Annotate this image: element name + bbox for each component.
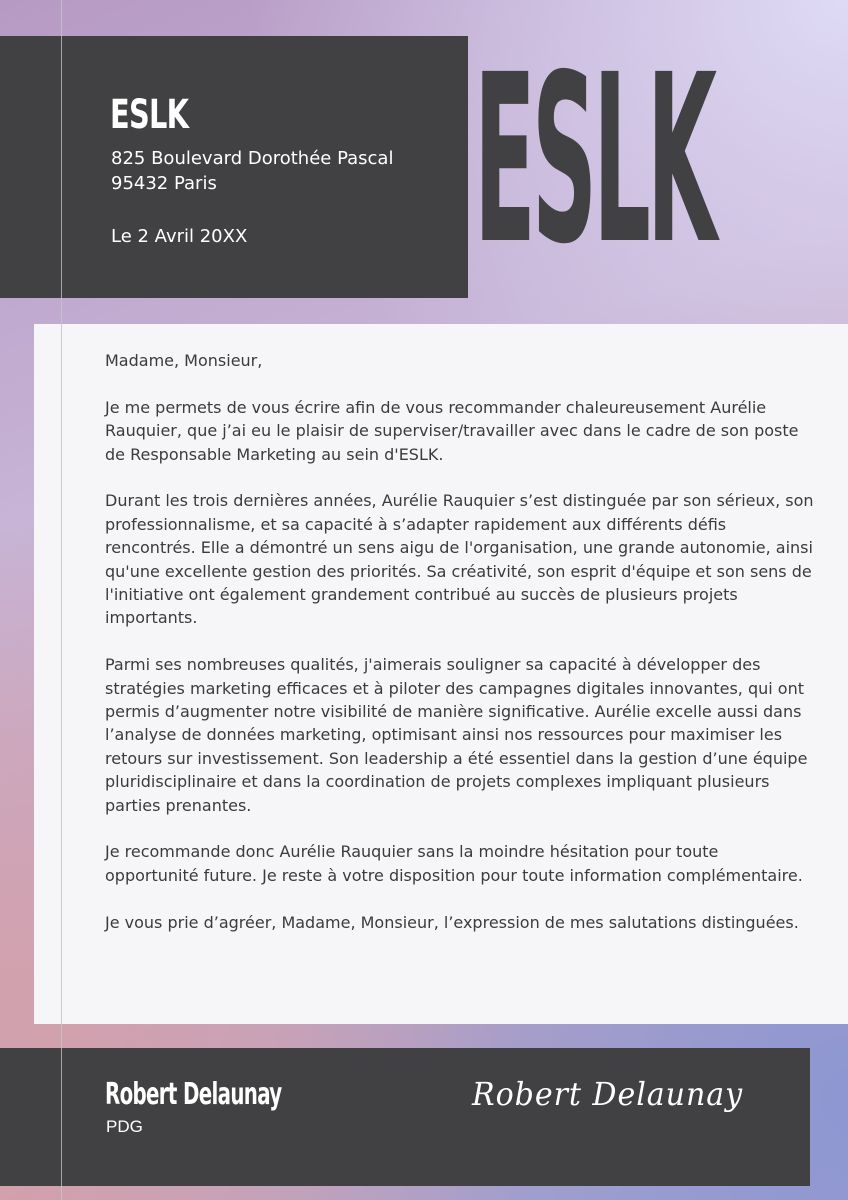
- paragraph: Parmi ses nombreuses qualités, j'aimerais souligner sa capacité à développer des stratégies marketing efficaces et à piloter des campagnes digitales innovantes, qui ont permis d’augmenter notre visibilité de manière significative. Aurélie excelle aussi dans l’analyse de données marketing, optimisant ainsi nos ressources pour maximiser les retours sur investissement. Son leadership a été essentiel dans la gestion d’une équipe pluridisciplinaire et dans la coordination de projets complexes impliquant plusieurs parties prenantes.: [105, 655, 808, 815]
- paragraph: Durant les trois dernières années, Aurélie Rauquier s’est distinguée par son sérieux, son professionnalisme, et sa capacité à s’adapter rapidement aux différents défis rencontrés. Elle a démontré un sens aigu de l'organisation, une grande autonomie, ainsi qu'une excellente gestion des priorités. Sa créativité, son esprit d'équipe et son sens de l'initiative ont également grandement contribué au succès de plusieurs projets importants.: [105, 491, 814, 628]
- paragraph: Je vous prie d’agréer, Madame, Monsieur, l’expression de mes salutations distinguées.: [105, 912, 799, 932]
- letter-body-panel: [34, 324, 848, 1024]
- address-line-1: 825 Boulevard Dorothée Pascal: [111, 148, 394, 169]
- paragraph: Je recommande donc Aurélie Rauquier sans la moindre hésitation pour toute opportunité future. Je reste à votre disposition pour toute information complémentaire.: [105, 842, 803, 885]
- signatory-name: Robert Delaunay: [105, 1077, 282, 1112]
- handwritten-signature: Robert Delaunay: [472, 1075, 744, 1113]
- salutation: Madame, Monsieur,: [105, 351, 263, 370]
- paragraph: Je me permets de vous écrire afin de vous recommander chaleureusement Aurélie Rauquier, que j’ai eu le plaisir de superviser/travailler avec dans le cadre de son poste de Responsable Marketing au sein d'ESLK.: [105, 397, 799, 464]
- large-logo-text: ESLK: [474, 25, 714, 295]
- company-name: ESLK: [110, 92, 189, 138]
- company-address: [111, 146, 393, 196]
- large-logo: [474, 20, 742, 300]
- signatory-title: PDG: [106, 1117, 143, 1136]
- letter-text: [105, 349, 817, 957]
- letter-date: Le 2 Avril 20XX: [111, 226, 248, 247]
- page-guide-line: [61, 0, 62, 1200]
- address-line-2: 95432 Paris: [111, 173, 217, 194]
